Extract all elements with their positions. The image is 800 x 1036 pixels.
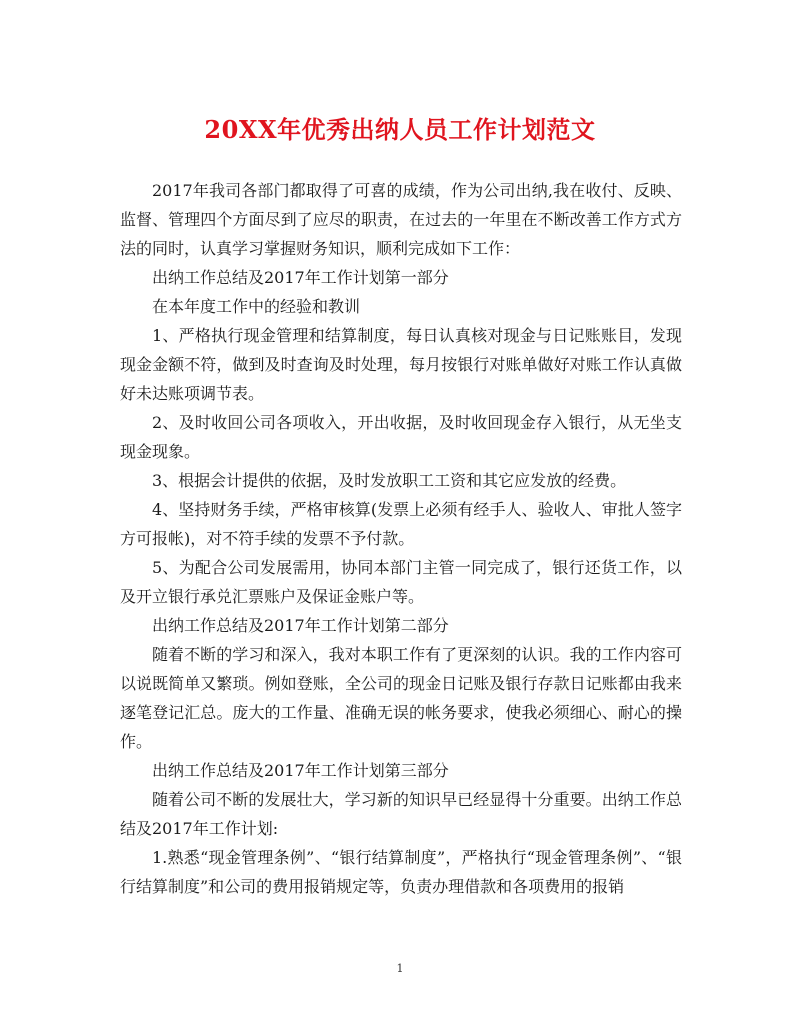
- paragraph-part-3: 随着公司不断的发展壮大，学习新的知识早已经显得十分重要。出纳工作总结及2017年工作计划:: [120, 790, 682, 838]
- list-item-3: 3、根据会计提供的依据，及时发放职工工资和其它应发放的经费。: [152, 471, 627, 490]
- list-item-1: 1、严格执行现金管理和结算制度，每日认真核对现金与日记账账目，发现现金金额不符，做到及时查询及时处理，每月按银行对账单做好对账工作认真做好未达账项调节表。: [120, 326, 682, 403]
- list-item-part-3-1: 1.熟悉“现金管理条例”、“银行结算制度”，严格执行“现金管理条例”、“银行结算制度”和公司的费用报销规定等，负责办理借款和各项费用的报销: [120, 848, 682, 896]
- paragraph-part-2: 随着不断的学习和深入，我对本职工作有了更深刻的认识。我的工作内容可以说既简单又繁琐。例如登账，全公司的现金日记账及银行存款日记账都由我来逐笔登记汇总。庞大的工作量、准确无误的帐务要求，使我必须细心、耐心的操作。: [120, 645, 682, 751]
- section-heading-part-2: 出纳工作总结及2017年工作计划第二部分: [152, 616, 449, 635]
- list-item-4: 4、坚持财务手续，严格审核算(发票上必须有经手人、验收人、审批人签字方可报帐)，对不符手续的发票不予付款。: [120, 500, 682, 548]
- section-heading-part-1: 出纳工作总结及2017年工作计划第一部分: [152, 268, 449, 287]
- list-item-5: 5、为配合公司发展需用，协同本部门主管一同完成了，银行还货工作，以及开立银行承兑汇票账户及保证金账户等。: [120, 558, 682, 606]
- page-number: 1: [396, 962, 404, 975]
- document-title: 20XX年优秀出纳人员工作计划范文: [204, 115, 596, 144]
- paragraph-intro: 2017年我司各部门都取得了可喜的成绩，作为公司出纳,我在收付、反映、监督、管理四个方面尽到了应尽的职责，在过去的一年里在不断改善工作方式方法的同时，认真学习掌握财务知识，顺利完成如下工作：: [120, 181, 682, 258]
- document-body: [120, 176, 682, 901]
- section-heading-part-3: 出纳工作总结及2017年工作计划第三部分: [152, 761, 449, 780]
- subheading-experience: 在本年度工作中的经验和教训: [152, 297, 361, 316]
- list-item-2: 2、及时收回公司各项收入，开出收据，及时收回现金存入银行，从无坐支现金现象。: [120, 413, 682, 461]
